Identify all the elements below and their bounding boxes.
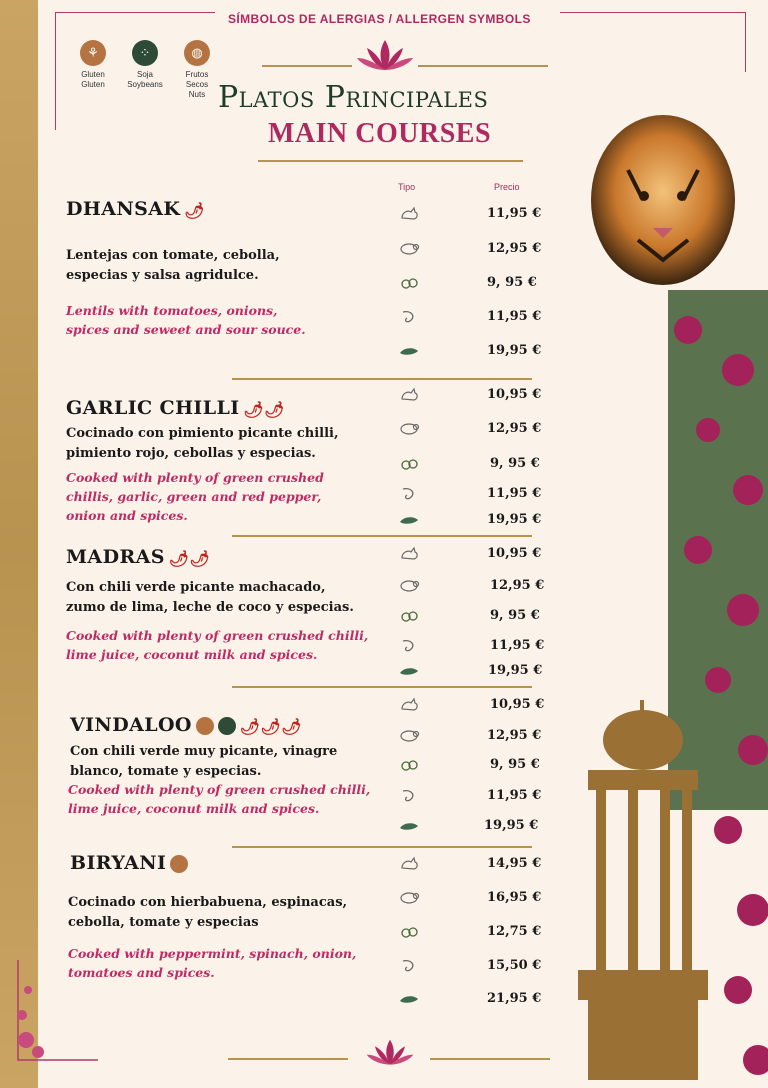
vegetables-icon [398,922,420,940]
lamb-icon [398,726,420,744]
chili-icon: 🌶🌶 [243,399,285,419]
frame-line [745,12,746,72]
desc-line: Cooked with plenty of green crushed chilli, [68,782,371,797]
dish-description-en [66,468,324,525]
header-divider [418,65,548,67]
page-title: Platos Principales [218,80,489,115]
price: 9, 95 € [490,456,540,471]
chicken-icon [398,695,420,713]
price: 10,95 € [487,387,542,402]
price: 15,50 € [487,958,542,973]
desc-line: Cooked with peppermint, spinach, onion, [68,946,357,961]
allergen-label-en: Nuts [188,90,206,99]
lotus-icon [355,38,415,74]
dish-name-text: MADRAS [66,546,165,568]
chili-icon: 🌶🌶🌶 [239,716,303,736]
prawn-icon [398,661,420,679]
price: 11,95 € [487,206,542,221]
dish-description-es [70,742,337,782]
desc-line: Con chili verde muy picante, vinagre [70,744,338,759]
lotus-icon [365,1036,415,1070]
desc-line: lime juice, coconut milk and spices. [68,801,320,816]
section-divider [232,686,532,688]
dish-name [66,546,210,568]
vegetables-icon [398,454,420,472]
page-subtitle: MAIN COURSES [268,118,492,149]
shrimp-icon [398,307,420,325]
chili-icon: 🌶 [184,200,206,220]
section-divider [232,378,532,380]
frame-line [55,12,215,13]
price: 19,95 € [487,343,542,358]
lamb-icon [398,576,420,594]
dish-description-es [66,424,339,464]
dish-description-en [68,944,356,982]
price: 9, 95 € [490,608,540,623]
section-divider [232,535,532,537]
dish-name-text: DHANSAK [66,198,181,220]
floral-corner-ornament [8,960,98,1070]
dish-description-es [66,578,354,618]
allergen-legend [70,40,220,100]
price: 11,95 € [487,309,542,324]
desc-line: Cooked with plenty of green crushed [66,470,324,485]
desc-line: Cocinado con pimiento picante chilli, [66,426,339,441]
desc-line: Cooked with plenty of green crushed chilli, [66,628,369,643]
shrimp-icon [398,636,420,654]
nut-icon [196,717,214,735]
desc-line: Cocinado con hierbabuena, espinacas, [68,895,348,910]
desc-line: blanco, tomate y especias. [70,764,262,779]
chicken-icon [398,385,420,403]
frame-line [55,12,56,130]
section-divider [232,846,532,848]
allergen-title: SÍMBOLOS DE ALERGIAS / ALLERGEN SYMBOLS [228,12,531,26]
nut-icon: ◍ [184,40,210,66]
chili-icon: 🌶🌶 [168,548,211,568]
prawn-icon [398,510,420,528]
allergen-gluten [70,40,116,100]
footer-divider [228,1058,348,1060]
price: 11,95 € [487,486,542,501]
vegetables-icon [398,606,420,624]
lamb-icon [398,888,420,906]
price: 9, 95 € [490,757,540,772]
allergen-label-es: Soja [136,70,153,79]
lamb-icon [398,239,420,257]
price: 12,95 € [487,421,542,436]
vegetables-icon [398,273,420,291]
dish-name [66,198,205,220]
desc-line: lime juice, coconut milk and spices. [66,647,318,662]
chicken-icon [398,544,420,562]
prawn-icon [398,816,420,834]
shrimp-icon [398,956,420,974]
title-divider [258,160,523,162]
desc-line: zumo de lima, leche de coco y especias. [66,600,354,615]
dish-description-en [66,626,368,664]
price: 11,95 € [490,638,545,653]
desc-line: chillis, garlic, green and red pepper, [66,489,322,504]
allergen-label-en: Soybeans [127,80,163,89]
dish-name-text: VINDALOO [70,714,192,736]
price: 14,95 € [487,856,542,871]
price: 11,95 € [487,788,542,803]
dish-name [70,714,302,736]
soy-icon [218,717,236,735]
column-type: Tipo [398,182,416,192]
desc-line: pimiento rojo, cebollas y especias. [66,446,316,461]
dish-name-text: GARLIC CHILLI [66,397,240,419]
header-divider [262,65,352,67]
nut-icon [170,855,188,873]
price: 12,75 € [487,924,542,939]
allergen-label-es: Frutos Secos [185,70,209,89]
dish-description-es [68,893,347,933]
price: 12,95 € [490,578,545,593]
shrimp-icon [398,786,420,804]
chicken-icon [398,854,420,872]
column-price: Precio [494,182,520,192]
wheat-icon: ⚘ [80,40,106,66]
price: 10,95 € [487,546,542,561]
price: 9, 95 € [487,275,537,290]
desc-line: Lentejas con tomate, cebolla, [66,248,280,263]
allergen-soy [122,40,168,100]
soy-icon: ⁘ [132,40,158,66]
desc-line: tomatoes and spices. [68,965,215,980]
price: 19,95 € [487,512,542,527]
gold-side-border [0,0,38,1088]
lamb-icon [398,419,420,437]
desc-line: cebolla, tomate y especias [68,915,259,930]
price: 16,95 € [487,890,542,905]
dish-name [70,852,188,874]
dish-name-text: BIRYANI [70,852,167,874]
dish-name [66,397,285,419]
price: 12,95 € [487,728,542,743]
dish-description-en [66,301,306,339]
allergen-nuts [174,40,220,100]
price: 19,95 € [484,818,539,833]
vegetables-icon [398,755,420,773]
frame-line [560,12,745,13]
chicken-icon [398,204,420,222]
desc-line: onion and spices. [66,508,188,523]
desc-line: spices and seweet and sour souce. [66,322,306,337]
dish-description-en [68,780,370,818]
price: 10,95 € [490,697,545,712]
prawn-icon [398,341,420,359]
tiger-temple-artwork [568,110,768,1088]
dish-description-es [66,246,280,286]
price: 19,95 € [488,663,543,678]
prawn-icon [398,989,420,1007]
allergen-label-es: Gluten [81,70,105,79]
desc-line: Lentils with tomatoes, onions, [66,303,278,318]
price: 21,95 € [487,991,542,1006]
allergen-label-en: Gluten [81,80,105,89]
shrimp-icon [398,484,420,502]
desc-line: Con chili verde picante machacado, [66,580,326,595]
price: 12,95 € [487,241,542,256]
footer-divider [430,1058,550,1060]
desc-line: especias y salsa agridulce. [66,268,259,283]
